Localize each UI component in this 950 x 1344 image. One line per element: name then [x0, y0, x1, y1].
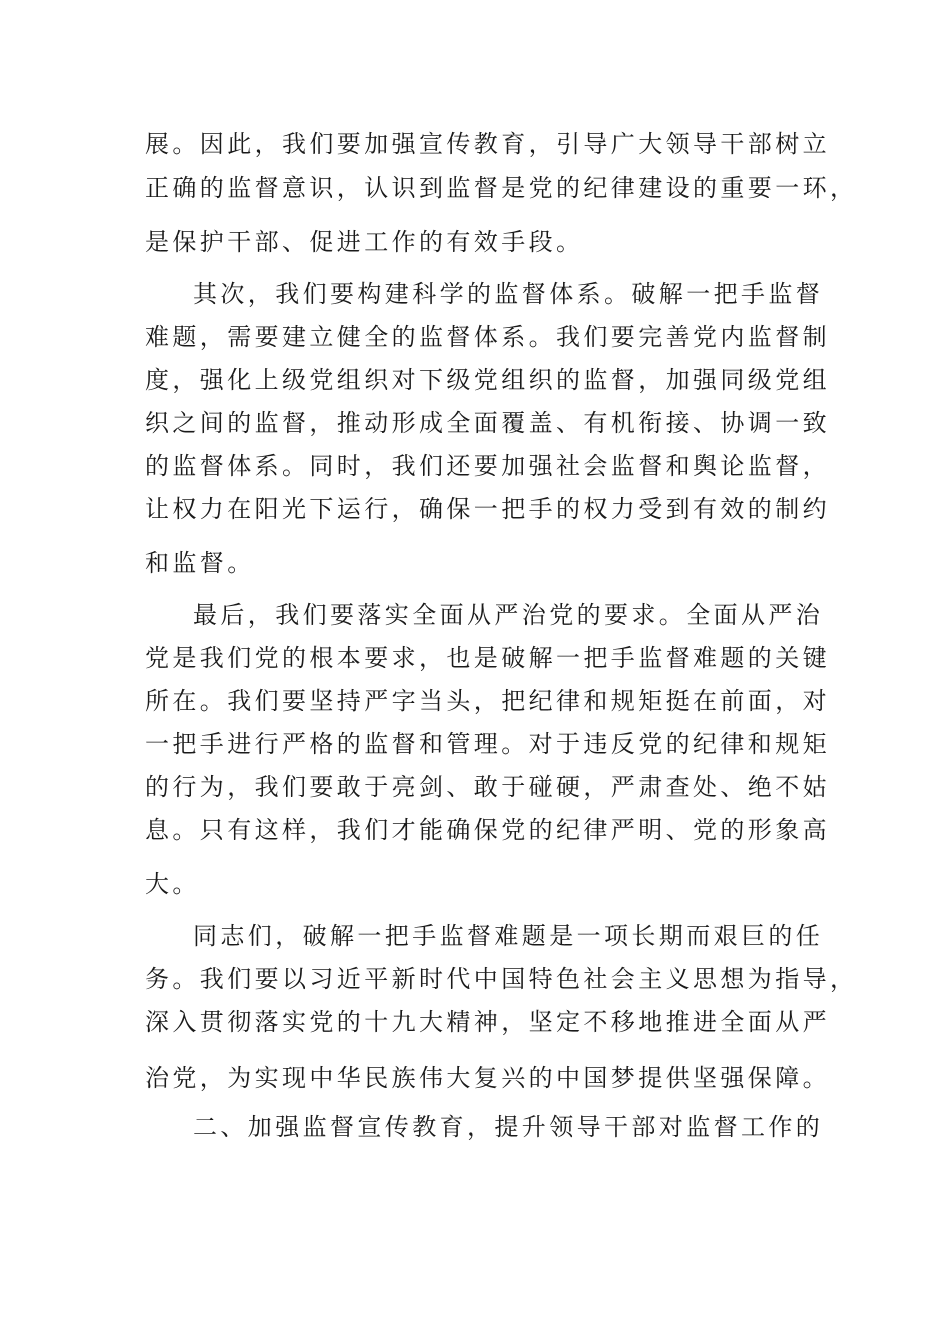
text-line: 务。我们要以习近平新时代中国特色社会主义思想为指导， — [145, 965, 858, 993]
text-line: 一把手进行严格的监督和管理。对于违反党的纪律和规矩 — [145, 730, 830, 758]
text-line: 织之间的监督，推动形成全面覆盖、有机衔接、协调一致 — [145, 409, 830, 437]
paragraph-start-line: 同志们，破解一把手监督难题是一项长期而艰巨的任 — [193, 922, 824, 950]
text-line: 治党，为实现中华民族伟大复兴的中国梦提供坚强保障。 — [145, 1064, 830, 1092]
text-line: 的行为，我们要敢于亮剑、敢于碰硬，严肃查处、绝不姑 — [145, 773, 830, 801]
text-line: 所在。我们要坚持严字当头，把纪律和规矩挺在前面，对 — [145, 687, 830, 715]
text-line: 和监督。 — [145, 549, 255, 577]
paragraph-start-line: 最后，我们要落实全面从严治党的要求。全面从严治 — [193, 601, 824, 629]
text-line: 深入贯彻落实党的十九大精神，坚定不移地推进全面从严 — [145, 1008, 830, 1036]
text-line: 息。只有这样，我们才能确保党的纪律严明、党的形象高 — [145, 816, 830, 844]
text-line: 是保护干部、促进工作的有效手段。 — [145, 228, 584, 256]
section-heading-line: 二、加强监督宣传教育，提升领导干部对监督工作的 — [193, 1113, 824, 1141]
text-line: 的监督体系。同时，我们还要加强社会监督和舆论监督， — [145, 452, 830, 480]
text-line: 展。因此，我们要加强宣传教育，引导广大领导干部树立 — [145, 130, 830, 158]
text-line: 难题，需要建立健全的监督体系。我们要完善党内监督制 — [145, 323, 830, 351]
text-line: 大。 — [145, 870, 200, 898]
text-line: 让权力在阳光下运行，确保一把手的权力受到有效的制约 — [145, 495, 830, 523]
paragraph-start-line: 其次，我们要构建科学的监督体系。破解一把手监督 — [193, 280, 824, 308]
text-line: 党是我们党的根本要求，也是破解一把手监督难题的关键 — [145, 644, 830, 672]
text-line: 正确的监督意识，认识到监督是党的纪律建设的重要一环， — [145, 174, 858, 202]
text-line: 度，强化上级党组织对下级党组织的监督，加强同级党组 — [145, 366, 830, 394]
